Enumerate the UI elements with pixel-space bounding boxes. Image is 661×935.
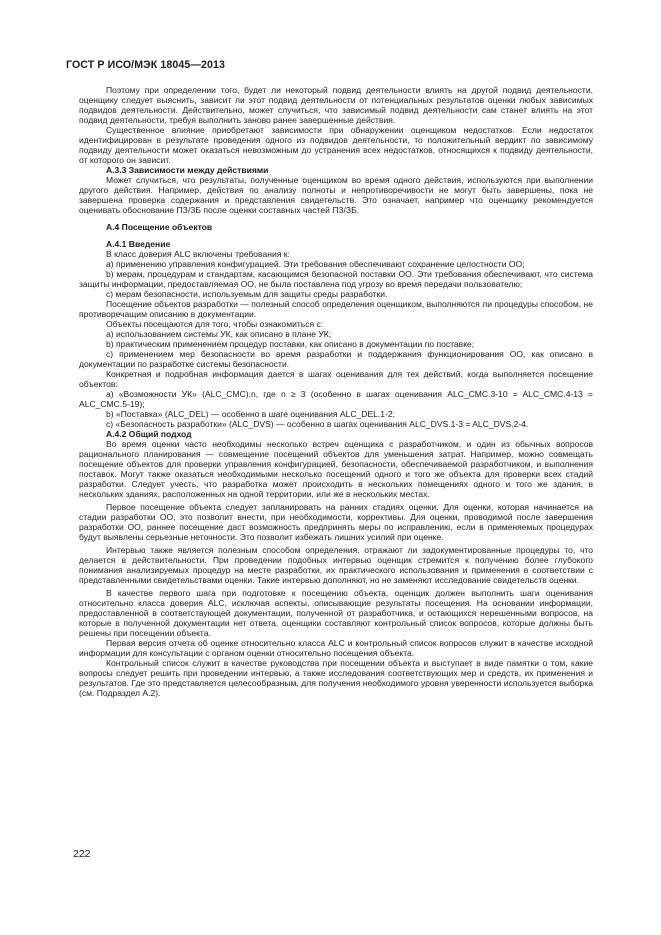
list-item: b) практическим применением процедур поставки, как описано в документации по поставке;	[106, 339, 475, 349]
list-item: c) «Безопасность разработки» (ALC_DVS) — особенно в шагах оценивания ALC_DVS.1-3 = ALC_DVS.2-4.	[106, 419, 529, 429]
list-item: b) «Поставка» (ALC_DEL) — особенно в шаге оценивания ALC_DEL.1-2;	[106, 409, 395, 419]
paragraph: Интервью также является полезным способом определения, отражают ли задокументированные процедуры то, что делается в действительности. При проведении подобных интервью оценщик стремится к получению более глубокого понимания анализируемых процедур на месте разработки, их практического использования и применения в соответствии с представленными свидетельствами оценки. Такие интервью дополняют, но не заменяют исследование свидетельств оценки.	[79, 545, 593, 585]
paragraph: Существенное влияние приобретают зависимости при обнаружении оценщиком недостатков. Если недостаток идентифицирован в результате проведения одного из подвидов деятельности, то положительный вердикт по зависимому подвиду деятельности может оказаться невозможным до устранения всех недостатков, относящихся к подвиду деятельности, от которого он зависит.	[79, 125, 593, 165]
paragraph: Первое посещение объекта следует запланировать на ранних стадиях оценки. Для оценки, которая начинается на стадии разработки ОО, это позволит внести, при необходимости, коррективы. Для оценки, проводимой после завершения разработки ОО, раннее посещение даст возможность предпринять меры по исправлению, если в применяемых процедурах будут выявлены серьезные неточности. Это позволит избежать лишних усилий при оценке.	[79, 502, 593, 542]
list-item: a) использованием системы УК, как описано в плане УК;	[106, 329, 332, 339]
section-heading-a33: А.3.3 Зависимости между действиями	[106, 165, 269, 175]
paragraph: В качестве первого шага при подготовке к посещению объекта, оценщик должен выполнить шаги оценивания относительно класса доверия ALC, исключая аспекты, описывающие результаты посещения. На основании информации, предоставленной в соответствующей документации, полученной от разработчика, и остающихся нерешенными вопросов, на которые в полученной документации нет ответа, оценщики составляют контрольный список вопросов, которые должны быть решены при посещении объекта.	[79, 588, 593, 638]
section-heading-a41: А.4.1 Введение	[106, 239, 171, 249]
list-item: a) «Возможности УК» (ALC_CMC).n, где n ≥ 3 (особенно в шагах оценивания ALC_CMC.3-10 = ALC_CMC.4-13 = ALC_CMC.5-19);	[79, 389, 593, 409]
paragraph: Во время оценки часто необходимы несколько встреч оценщика с разработчиком, и один из обычных вопросов рационального планирования — совмещение посещений объектов для уменьшения затрат. Например, можно совмещать посещение объектов для проверки управления конфигурацией, безопасности, обеспечиваемой разработчиком, и выполнения поставок. Могут также оказаться необходимыми несколько посещений одного и того же объекта для проверки всех стадий разработки. Следует учесть, что разработка может происходить в нескольких помещениях одного и того же здания, в нескольких зданиях, расположенных на одной территории, или же в нескольких местах.	[79, 439, 593, 499]
paragraph: Первая версия отчета об оценке относительно класса ALC и контрольный список вопросов служит в качестве исходной информации для консультации с органом оценки относительно посещения объекта.	[79, 638, 593, 658]
paragraph: В класс доверия ALC включены требования к:	[106, 249, 290, 259]
list-item: a) применению управления конфигурацией. Эти требования обеспечивают сохранение целостности ОО;	[106, 259, 525, 269]
document-body	[79, 85, 593, 698]
paragraph: Объекты посещаются для того, чтобы ознакомиться с:	[106, 319, 324, 329]
document-header: ГОСТ Р ИСО/МЭК 18045—2013	[66, 59, 225, 71]
paragraph: Конкретная и подробная информация дается в шагах оценивания для тех действий, когда выполняется посещение объектов:	[79, 369, 593, 389]
list-item: c) мерам безопасности, используемым для защиты среды разработки.	[106, 289, 388, 299]
list-item: b) мерам, процедурам и стандартам, касающимся безопасной поставки ОО. Эти требования обеспечивают, что система защиты информации, предоставляемая ОО, не была поставлена под угрозу во время передачи пользователю;	[79, 269, 593, 289]
paragraph: Посещение объектов разработки — полезный способ определения оценщиком, выполняются ли процедуры способом, не противоречащим описанию в документации.	[79, 299, 593, 319]
paragraph: Может случиться, что результаты, полученные оценщиком во время одного действия, используются при выполнении другого действия. Например, действия по анализу полноты и непротиворечивости не могут быть завершены, пока не завершена проверка содержания и представления свидетельств. Это означает, например что оценщику рекомендуется оценивать обоснование ПЗ/ЗБ после оценки составных частей ПЗ/ЗБ.	[79, 175, 593, 215]
page-number: 222	[73, 848, 91, 860]
section-heading-a42: А.4.2 Общий подход	[106, 429, 192, 439]
paragraph: Контрольный список служит в качестве руководства при посещении объекта и выступает в виде памятки о том, какие вопросы следует решить при проведении интервью, а также исследования соответствующих мер и средств, их применения и результатов. Где это представляется целесообразным, для получения необходимого уровня уверенности используется выборка (см. Подраздел А.2).	[79, 658, 593, 698]
paragraph: Поэтому при определении того, будет ли некоторый подвид деятельности влиять на другой подвид деятельности, оценщику следует выяснить, зависит ли этот подвид деятельности от потенциальных результатов оценки любых зависимых подвидов деятельности. Действительно, может случиться, что зависимый подвид деятельности сам станет влиять на этот подвид деятельности, требуя выполнить заново ранее завершенные действия.	[79, 85, 593, 125]
section-heading-a4: А.4 Посещение объектов	[106, 222, 213, 232]
list-item: c) применением мер безопасности во время разработки и поддержания функционирования ОО, как описано в документации по разработке системы безопасности.	[79, 349, 593, 369]
